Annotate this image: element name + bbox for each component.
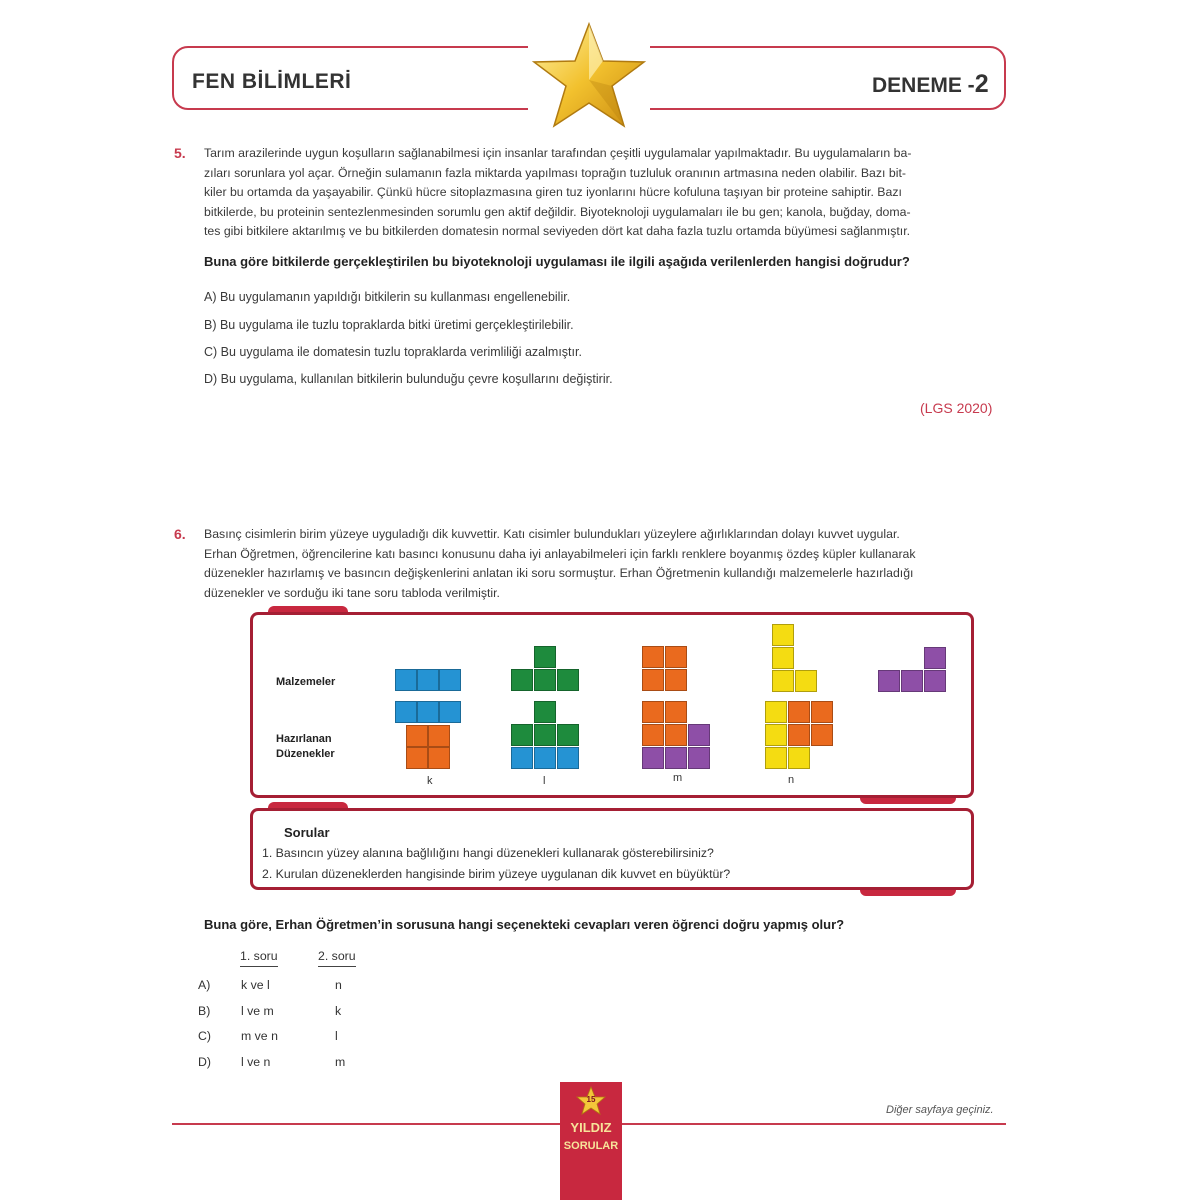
cube-orange <box>665 646 687 668</box>
cube-green <box>511 669 533 691</box>
cube-green <box>534 724 556 746</box>
q6-option-b-letter[interactable]: B) <box>198 1004 211 1018</box>
cube-yellow <box>772 670 794 692</box>
cube-orange <box>665 724 687 746</box>
cube-orange <box>788 724 810 746</box>
deneme-label <box>872 70 989 99</box>
cube-orange <box>811 701 833 723</box>
answer-header-2: 2. soru <box>318 949 356 967</box>
setup-m-label: m <box>673 772 683 784</box>
subject-title: FEN BİLİMLERİ <box>192 70 352 93</box>
material-orange-square <box>642 646 690 694</box>
q5-line: kiler bu ortamda da yaşayabilir. Çünkü hücre sitoplazmasına giren tuz iyonlarını hücre kofuluna taşıyan bir proteine sahiptir. Bazı <box>204 185 902 199</box>
setup-n <box>765 701 835 771</box>
answer-header-1: 1. soru <box>240 949 278 967</box>
sorular-title: Sorular <box>284 825 330 840</box>
cube-purple <box>642 747 664 769</box>
q6-option-c-first: m ve n <box>241 1029 278 1043</box>
question-5-prompt: Buna göre bitkilerde gerçekleştirilen bu biyoteknoloji uygulaması ile ilgili aşağıda verilenlerden hangisi doğrudur? <box>204 254 910 269</box>
q5-line: tes gibi bitkilere aktarılmış ve bu bitkilerden domatesin normal seviyeden dört kat daha fazla tuzlu ortamda büyümesi sağlanmıştır. <box>204 224 911 238</box>
cube-orange <box>642 724 664 746</box>
material-purple-l <box>878 647 948 694</box>
materials-table <box>250 612 974 798</box>
footer-line-right <box>622 1123 1006 1125</box>
question-5-stem <box>204 144 1008 242</box>
setups-label-line2: Düzenekler <box>276 748 335 760</box>
setup-l <box>511 701 581 771</box>
q6-option-a-second: n <box>335 978 342 992</box>
question-6-number: 6. <box>174 526 186 542</box>
cube-orange <box>428 725 450 747</box>
cube-orange <box>406 747 428 769</box>
q6-line: düzenekler ve sorduğu iki tane soru tabloda verilmiştir. <box>204 585 500 600</box>
cube-purple <box>878 670 900 692</box>
cube-blue <box>417 701 439 723</box>
q5-line: zıları sorunlara yol açar. Örneğin sulamanın fazla miktarda yapılması toprağın tuzluluk oranının artmasına neden olabilir. Bazı bit- <box>204 165 906 180</box>
deneme-text: DENEME - <box>872 74 975 97</box>
cube-orange <box>642 701 664 723</box>
setup-n-label: n <box>788 774 795 786</box>
cube-yellow <box>765 701 787 723</box>
cube-purple <box>924 670 946 692</box>
cube-green <box>511 724 533 746</box>
cube-yellow <box>765 747 787 769</box>
q5-option-b[interactable]: B) Bu uygulama ile tuzlu topraklarda bitki üretimi gerçekleştirilebilir. <box>204 318 574 332</box>
q5-source: (LGS 2020) <box>920 400 993 416</box>
setups-label <box>276 732 335 762</box>
cube-orange <box>788 701 810 723</box>
materials-label: Malzemeler <box>276 676 336 688</box>
sorular-item-2: 2. Kurulan düzeneklerden hangisinde birim yüzeye uygulanan dik kuvvet en büyüktür? <box>262 867 731 881</box>
q6-option-a-first: k ve l <box>241 978 270 992</box>
question-5-number: 5. <box>174 145 186 161</box>
cube-yellow <box>765 724 787 746</box>
cube-purple <box>688 724 710 746</box>
q6-option-d-letter[interactable]: D) <box>198 1055 211 1069</box>
q6-option-b-second: k <box>335 1004 342 1018</box>
cube-orange <box>428 747 450 769</box>
footer-line-left <box>172 1123 560 1125</box>
q6-option-c-second: l <box>335 1029 338 1043</box>
cube-purple <box>688 747 710 769</box>
q5-option-c[interactable]: C) Bu uygulama ile domatesin tuzlu topraklarda verimliliği azalmıştır. <box>204 345 582 359</box>
setup-k-label: k <box>427 775 433 787</box>
cube-yellow <box>795 670 817 692</box>
cube-blue <box>417 669 439 691</box>
cube-yellow <box>788 747 810 769</box>
sorular-item-1: 1. Basıncın yüzey alanına bağlılığını hangi düzenekleri kullanarak gösterebilirsiniz? <box>262 846 714 860</box>
q6-option-b-first: l ve m <box>241 1004 274 1018</box>
star-icon <box>528 20 650 132</box>
q6-line: düzenekler hazırlamış ve basıncın değişkenlerini anlatan iki soru sormuştur. Erhan Öğretmenin kullandığı malzemelerle hazırladığı <box>204 566 914 580</box>
q5-option-a[interactable]: A) Bu uygulamanın yapıldığı bitkilerin su kullanması engellenebilir. <box>204 290 571 304</box>
badge-line-2: SORULAR <box>563 1140 619 1152</box>
cube-blue <box>534 747 556 769</box>
q6-option-d-first: l ve n <box>241 1055 271 1069</box>
q6-option-d-second: m <box>335 1055 346 1069</box>
badge-line-1: YILDIZ <box>570 1120 612 1135</box>
material-yellow-l <box>772 624 820 694</box>
cube-blue <box>395 669 417 691</box>
question-6-prompt: Buna göre, Erhan Öğretmen’in sorusuna hangi seçenekteki cevapları veren öğrenci doğru yapmış olur? <box>204 917 845 932</box>
setup-l-label: l <box>543 775 546 787</box>
q6-option-a-letter[interactable]: A) <box>198 978 211 992</box>
setup-m <box>642 701 712 771</box>
material-green-t <box>511 646 581 694</box>
cube-blue <box>439 669 461 691</box>
cube-blue <box>511 747 533 769</box>
cube-orange <box>665 669 687 691</box>
question-6-stem <box>204 525 1008 603</box>
cube-orange <box>406 725 428 747</box>
cube-blue <box>439 701 461 723</box>
cube-orange <box>665 701 687 723</box>
cube-orange <box>642 646 664 668</box>
q5-line: Tarım arazilerinde uygun koşulların sağlanabilmesi için insanlar tarafından çeşitli uygulamalar yapılmaktadır. Bu uygulamaların ba- <box>204 146 912 160</box>
q5-line: bitkilerde, bu proteinin sentezlenmesinden sorumlu gen aktif değildir. Biyoteknoloji uygulamaları ile bu gen; kanola, buğday, doma- <box>204 204 911 219</box>
next-page-note: Diğer sayfaya geçiniz. <box>886 1104 994 1116</box>
badge-number: 15 <box>586 1095 596 1104</box>
setup-k <box>395 701 465 771</box>
q6-option-c-letter[interactable]: C) <box>198 1029 211 1043</box>
cube-green <box>557 724 579 746</box>
q6-line: Erhan Öğretmen, öğrencilerine katı basıncı konusunu daha iyi anlayabilmeleri için farklı renklere boyanmış özdeş küpler kullanarak <box>204 546 916 561</box>
cube-green <box>534 646 556 668</box>
cube-green <box>557 669 579 691</box>
cube-yellow <box>772 624 794 646</box>
material-blue-bar <box>395 669 465 693</box>
cube-green <box>534 701 556 723</box>
cube-yellow <box>772 647 794 669</box>
cube-blue <box>557 747 579 769</box>
q5-option-d[interactable]: D) Bu uygulama, kullanılan bitkilerin bulunduğu çevre koşullarını değiştirir. <box>204 372 613 386</box>
deneme-number: 2 <box>974 70 989 98</box>
cube-orange <box>642 669 664 691</box>
cube-purple <box>901 670 923 692</box>
setups-label-line1: Hazırlanan <box>276 733 332 745</box>
cube-orange <box>811 724 833 746</box>
q6-line: Basınç cisimlerin birim yüzeye uyguladığı dik kuvvettir. Katı cisimler bulundukları yüzeylere ağırlıklarından dolayı kuvvet uygular. <box>204 527 900 541</box>
cube-green <box>534 669 556 691</box>
cube-purple <box>665 747 687 769</box>
cube-blue <box>395 701 417 723</box>
cube-purple <box>924 647 946 669</box>
